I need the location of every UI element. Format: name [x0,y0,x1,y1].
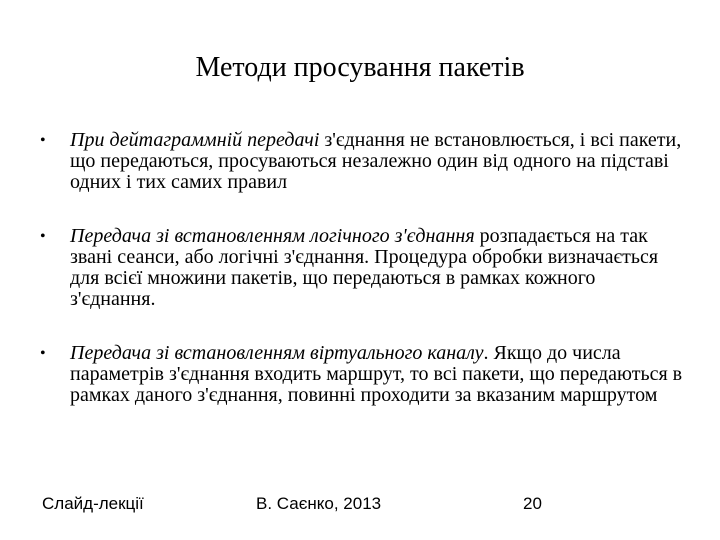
bullet-emphasis: При дейтаграммній передачі [70,129,320,151]
bullet-text [70,343,688,406]
bullet-item [40,343,690,406]
bullet-emphasis: Передача зі встановленням віртуального каналу [70,342,484,364]
footer-author: В. Саєнко, 2013 [256,494,382,513]
bullet-body: . Якщо до числа параметрів з'єднання входить маршрут, то всі пакети, що передаються в рамках даного з'єднання, повинні проходити за вказаним маршрутом [70,342,683,406]
bullet-item [40,226,690,310]
bullet-body: з'єднання не встановлюється, і всі пакети, що передаються, просуваються незалежно один від одного на підставі одних і тих самих правил [70,129,682,193]
bullet-icon: • [40,345,46,362]
bullet-text [70,226,685,310]
page-number: 20 [523,494,542,513]
bullet-item [40,130,690,193]
bullet-icon: • [40,228,46,245]
bullet-text [70,130,682,193]
bullet-icon: • [40,132,46,149]
bullet-body: розпадається на так звані сеанси, або логічні з'єднання. Процедура обробки визначається для всієї множини пакетів, що передаються в рамках кожного з'єднання. [70,225,659,310]
footer-label: Слайд-лекції [42,494,144,513]
slide-title: Методи просування пакетів [195,52,525,83]
bullet-emphasis: Передача зі встановленням логічного з'єднання [70,225,475,247]
